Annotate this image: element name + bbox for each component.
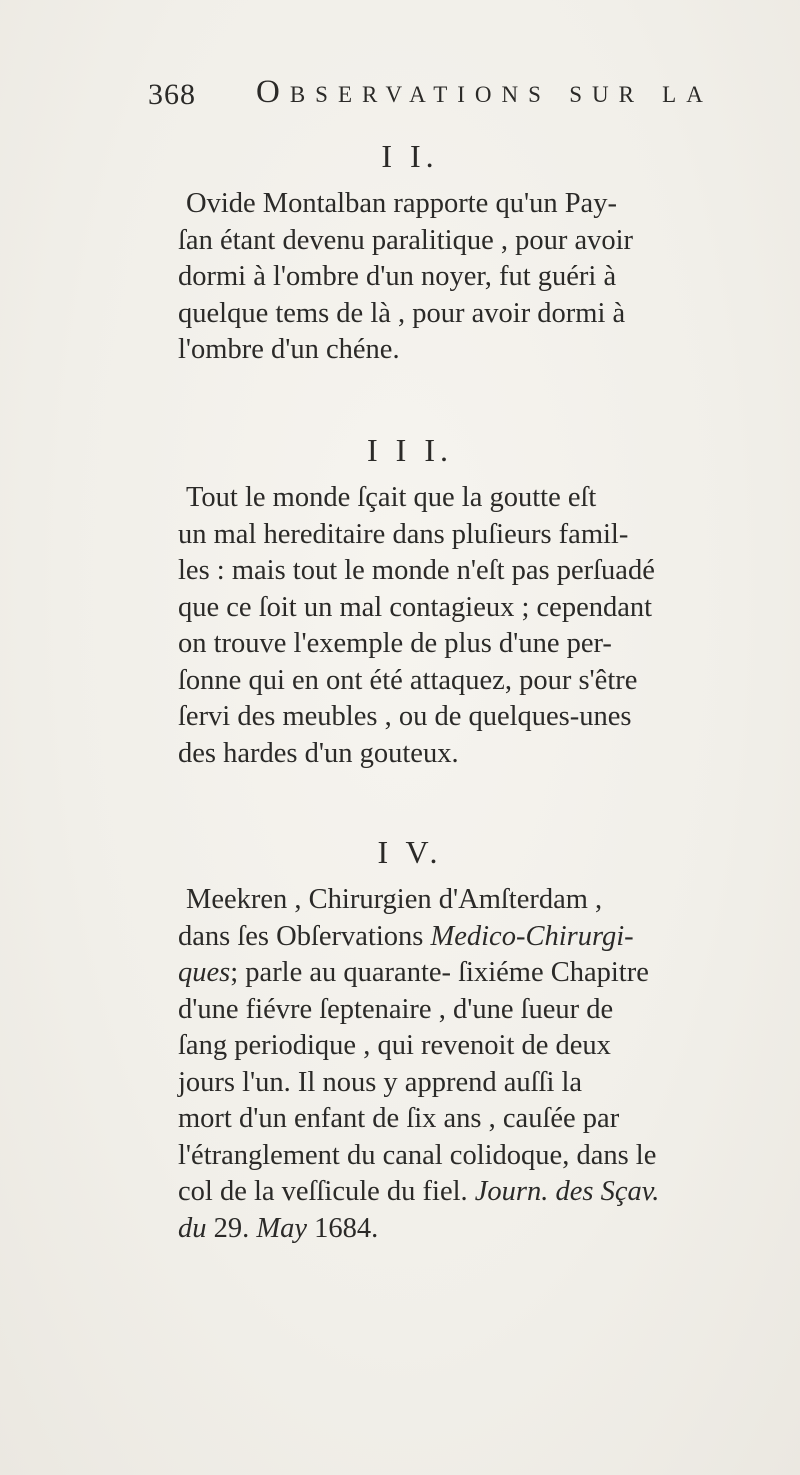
paragraph-line: que ce ſoit un mal contagieux ; cependant xyxy=(178,591,653,623)
text-run: col de la veſſicule du fiel. xyxy=(178,1176,468,1207)
citation-journal: Journ. des Sçav. xyxy=(474,1176,660,1207)
page-header xyxy=(148,72,748,122)
paragraph-line: ſervi des meubles , ou de quelques-unes xyxy=(178,701,632,732)
paragraph-line: les : mais tout le monde n'eſt pas perſuadé xyxy=(178,555,655,586)
paragraph-line: quelque tems de là , pour avoir dormi à xyxy=(178,297,626,329)
text-run: ; parle au quarante- ſixiéme Chapitre xyxy=(230,957,649,988)
paragraph-line: dormi à l'ombre d'un noyer, fut guéri à xyxy=(178,261,617,292)
paragraph-line: ſonne qui en ont été attaquez, pour s'être xyxy=(178,664,638,696)
paragraph-line: Ovide Montalban rapporte qu'un Pay- xyxy=(186,188,617,219)
paragraph-line: ſang periodique , qui revenoit de deux xyxy=(178,1030,611,1061)
citation-year: 1684. xyxy=(314,1212,379,1244)
section-numeral-iv: I V. xyxy=(377,834,443,870)
paragraph-iii xyxy=(178,480,743,772)
paragraph-line: l'ombre d'un chéne. xyxy=(178,334,400,365)
italic-title: Medico-Chirurgi- xyxy=(430,920,634,952)
section-numeral-iii: I I I. xyxy=(367,432,453,468)
citation-du: du xyxy=(178,1212,207,1244)
paragraph-line: un mal hereditaire dans pluſieurs famil- xyxy=(178,518,629,550)
section-numeral-ii: I I. xyxy=(381,138,439,174)
paragraph-line: on trouve l'exemple de plus d'une per- xyxy=(178,628,612,659)
paragraph-line: ſan étant devenu paralitique , pour avoir xyxy=(178,224,634,256)
citation-month: May xyxy=(256,1212,308,1244)
paragraph-line: jours l'un. Il nous y apprend auſſi la xyxy=(178,1066,583,1098)
citation-day: 29. xyxy=(213,1212,250,1244)
paragraph-line xyxy=(178,955,743,992)
paragraph-line: Meekren , Chirurgien d'Amſterdam , xyxy=(186,884,603,915)
italic-title: ques xyxy=(178,957,231,988)
paragraph-ii xyxy=(178,186,743,369)
text-run: dans ſes Obſervations xyxy=(178,920,424,952)
paragraph-line xyxy=(178,919,743,956)
paragraph-line: l'étranglement du canal colidoque, dans le xyxy=(178,1139,657,1171)
paragraph-line xyxy=(178,1211,743,1248)
paragraph-line: Tout le monde ſçait que la goutte eſt xyxy=(186,482,597,513)
paragraph-line: mort d'un enfant de ſix ans , cauſée par xyxy=(178,1103,620,1134)
paragraph-line: des hardes d'un gouteux. xyxy=(178,737,459,769)
page-number: 368 xyxy=(148,78,196,111)
paragraph-line xyxy=(178,1174,743,1211)
paragraph-iv xyxy=(178,882,743,1247)
running-head: Observations sur la xyxy=(256,74,713,110)
paragraph-line: d'une fiévre ſeptenaire , d'une ſueur de xyxy=(178,993,614,1025)
